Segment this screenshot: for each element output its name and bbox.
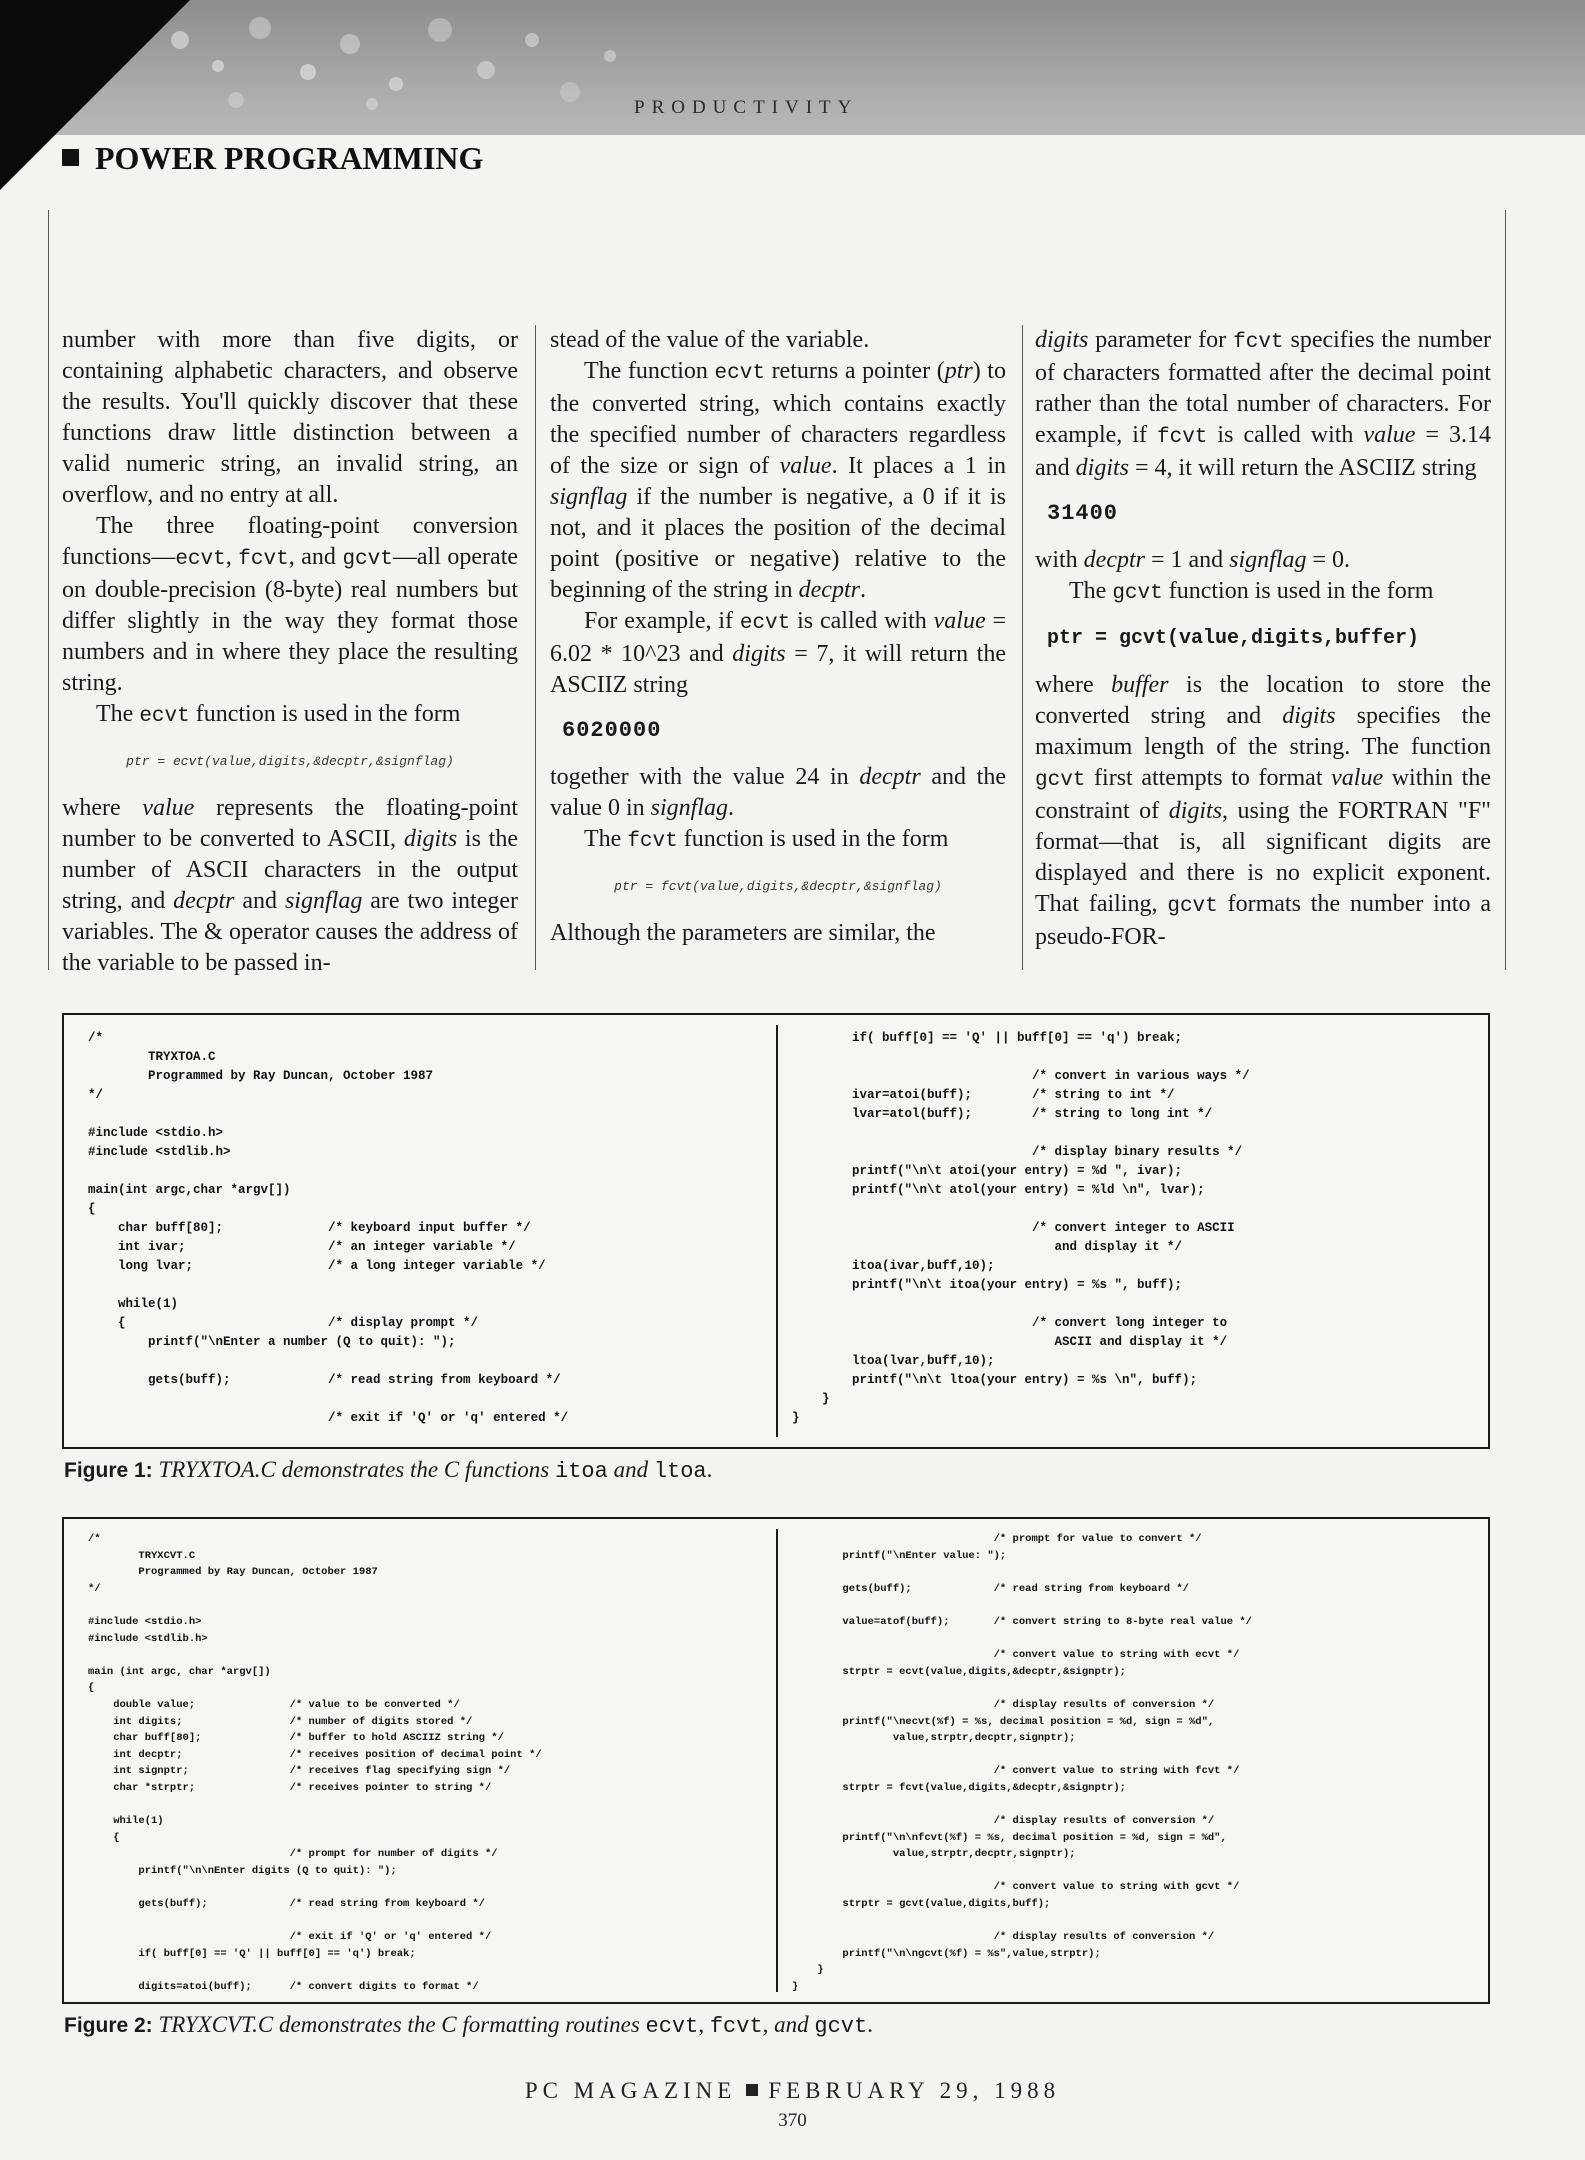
code-example: ptr = ecvt(value,digits,&decptr,&signflag)	[126, 754, 454, 769]
figure-1-caption: Figure 1: TRYXTOA.C demonstrates the C functions itoa and ltoa.	[64, 1457, 713, 1484]
paragraph: stead of the value of the variable.	[550, 327, 870, 353]
figure-2-caption: Figure 2: TRYXCVT.C demonstrates the C formatting routines ecvt, fcvt, and gcvt.	[64, 2012, 873, 2039]
figure-2-box	[62, 1517, 1490, 2004]
figure-1-code-left: /* TRYXTOA.C Programmed by Ray Duncan, October 1987 */ #include <stdio.h> #include <stdlib.h> main(int argc,char *argv[]) { char buff[80]; /* keyboard input buffer */ int ivar; /* an integer variable */ long lvar; /* a long integer variable */ while(1) { /* display prompt */ printf("\nEnter a number (Q to quit): "); gets(buff); /* read string from keyboard */ /* exit if 'Q' or 'q' entered */	[88, 1031, 569, 1425]
header-speckle-decoration	[140, 0, 660, 120]
magazine-name: PC MAGAZINE	[524, 2078, 737, 2103]
text-column-1	[62, 325, 518, 979]
issue-date: FEBRUARY 29, 1988	[768, 2078, 1061, 2103]
code-example: ptr = fcvt(value,digits,&decptr,&signflag)	[614, 879, 942, 894]
text-column-2	[550, 325, 1006, 949]
column-title	[62, 140, 483, 177]
figure-1-box	[62, 1013, 1490, 1449]
figure-2-divider	[776, 1529, 778, 1992]
paragraph: together with the value 24 in decptr and the value 0 in signflag.	[550, 764, 1006, 821]
figure-2-code-left: /* TRYXCVT.C Programmed by Ray Duncan, October 1987 */ #include <stdio.h> #include <stdlib.h> main (int argc, char *argv[]) { double value; /* value to be converted */ int digits; /* number of digits stored */ char buff[80]; /* buffer to hold ASCIIZ string */ int decptr; /* receives position of decimal point */ int signptr; /* receives flag specifying sign */ char *strptr; /* receives pointer to string */ while(1) { /* prompt for number of digits */ printf("\n\nEnter digits (Q to quit): "); gets(buff); /* read string from keyboard */ /* exit if 'Q' or 'q' entered */ if( buff[0] == 'Q' || buff[0] == 'q') break; digits=atoi(buff); /* convert digits to format */	[88, 1533, 542, 1994]
paragraph: number with more than five digits, or containing alphabetic characters, and observe the results. You'll quickly discover that these functions draw little distinction between a valid numeric string, an invalid string, an overflow, and no entry at all.	[62, 327, 518, 508]
column-title-text: POWER PROGRAMMING	[95, 140, 484, 176]
footer	[0, 2078, 1585, 2104]
column-rule-left	[48, 210, 49, 970]
figure-1-divider	[776, 1025, 778, 1437]
section-label: PRODUCTIVITY	[634, 97, 859, 118]
paragraph: The fcvt function is used in the form	[584, 826, 949, 853]
paragraph: with decptr = 1 and signflag = 0.	[1035, 547, 1351, 573]
page-number: 370	[778, 2110, 807, 2131]
column-rule-2	[1022, 325, 1023, 970]
code-result: 6020000	[562, 718, 662, 743]
text-column-3	[1035, 325, 1491, 953]
paragraph: The gcvt function is used in the form	[1069, 578, 1434, 605]
paragraph: The ecvt function is used in the form	[96, 701, 461, 728]
footer-square-icon	[746, 2084, 758, 2096]
paragraph: For example, if ecvt is called with value = 6.02 * 10^23 and digits = 7, it will return the ASCIIZ string	[550, 608, 1006, 698]
code-result: 31400	[1047, 501, 1119, 526]
column-rule-1	[535, 325, 536, 970]
paragraph: where buffer is the location to store the converted string and digits specifies the maximum length of the string. The function gcvt first attempts to format value within the constraint of digits, using the FORTRAN "F" format—that is, all significant digits are displayed and there is no explicit exponent. That failing, gcvt formats the number into a pseudo-FOR-	[1035, 672, 1492, 950]
figure-1-code-right: if( buff[0] == 'Q' || buff[0] == 'q') break; /* convert in various ways */ ivar=atoi(buff); /* string to int */ lvar=atol(buff); /* string to long int */ /* display binary results */ printf("\n\t atoi(your entry) = %d ", ivar); printf("\n\t atol(your entry) = %ld \n", lvar); /* convert integer to ASCII and display it */ itoa(ivar,buff,10); printf("\n\t itoa(your entry) = %s ", buff); /* convert long integer to ASCII and display it */ ltoa(lvar,buff,10); printf("\n\t ltoa(your entry) = %s \n", buff); } }	[792, 1031, 1250, 1425]
paragraph: The function ecvt returns a pointer (ptr) to the converted string, which contains exactly the specified number of characters regardless of the size or sign of value. It places a 1 in signflag if the number is negative, a 0 if it is not, and it places the position of the decimal point (positive or negative) relative to the beginning of the string in decptr.	[550, 358, 1006, 603]
paragraph: where value represents the floating-point number to be converted to ASCII, digits is the number of ASCII characters in the output string, and decptr and signflag are two integer variables. The & operator causes the address of the variable to be passed in-	[62, 795, 518, 976]
bullet-square-icon	[62, 149, 79, 166]
paragraph: The three floating-point conversion functions—ecvt, fcvt, and gcvt—all operate on double-precision (8-byte) real numbers but differ slightly in the way they format those numbers and in where they place the resulting string.	[62, 513, 519, 696]
paragraph: Although the parameters are similar, the	[550, 920, 936, 946]
paragraph: digits parameter for fcvt specifies the number of characters formatted after the decimal point rather than the total number of characters. For example, if fcvt is called with value = 3.14 and digits = 4, it will return the ASCIIZ string	[1035, 327, 1491, 481]
column-rule-right	[1505, 210, 1506, 970]
figure-2-code-right: /* prompt for value to convert */ printf("\nEnter value: "); gets(buff); /* read string from keyboard */ value=atof(buff); /* convert string to 8-byte real value */ /* convert value to string with ecvt */ strptr = ecvt(value,digits,&decptr,&signptr); /* display results of conversion */ printf("\necvt(%f) = %s, decimal position = %d, sign = %d", value,strptr,decptr,signptr); /* convert value to string with fcvt */ strptr = fcvt(value,digits,&decptr,&signptr); /* display results of conversion */ printf("\n\nfcvt(%f) = %s, decimal position = %d, sign = %d", value,strptr,decptr,signptr); /* convert value to string with gcvt */ strptr = gcvt(value,digits,buff); /* display results of conversion */ printf("\n\ngcvt(%f) = %s",value,strptr); } }	[792, 1533, 1252, 1994]
code-example: ptr = gcvt(value,digits,buffer)	[1047, 627, 1420, 650]
